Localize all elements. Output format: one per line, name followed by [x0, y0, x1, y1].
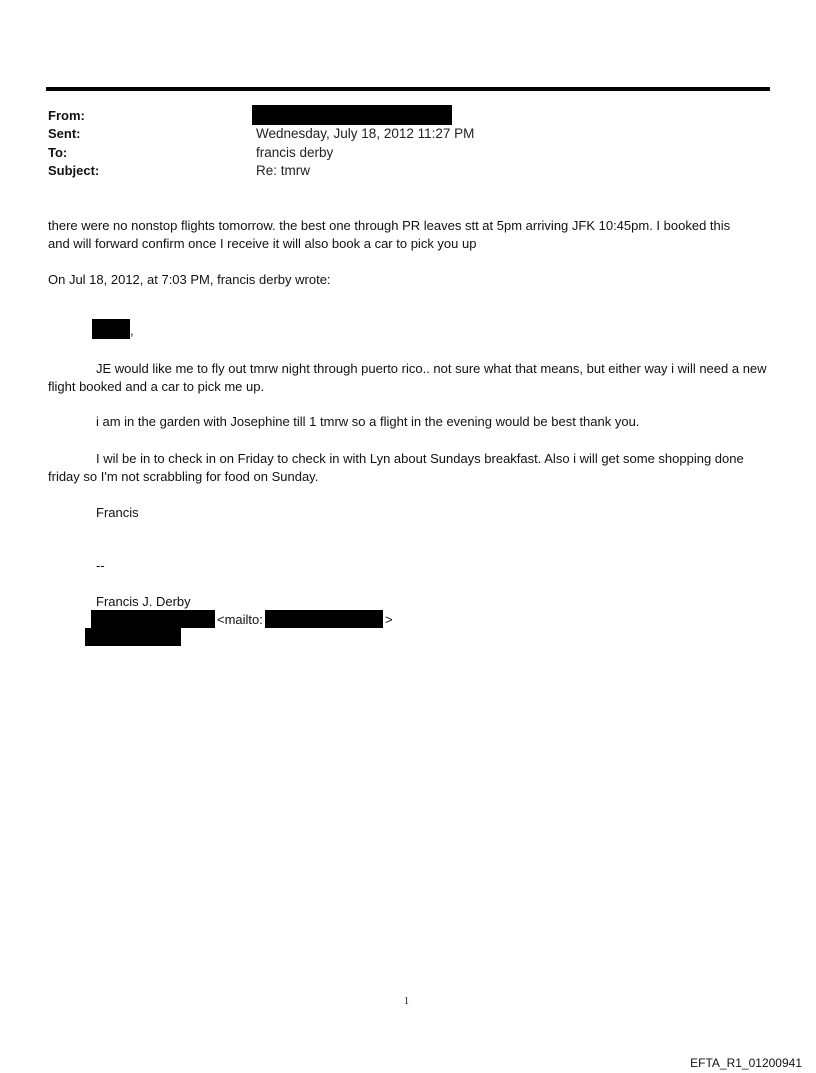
sent-value: Wednesday, July 18, 2012 11:27 PM	[256, 126, 475, 141]
from-label: From:	[48, 108, 85, 123]
reply-line-2: and will forward confirm once I receive it will also book a car to pick you up	[48, 236, 477, 251]
to-label: To:	[48, 145, 68, 160]
bates-number: EFTA_R1_01200941	[690, 1056, 802, 1070]
to-value: francis derby	[256, 145, 334, 160]
subject-label: Subject:	[48, 163, 100, 178]
greeting-comma: ,	[130, 323, 134, 338]
mailto-suffix: >	[385, 612, 393, 627]
signature-separator: --	[96, 558, 105, 573]
header-rule	[46, 87, 770, 91]
quote-intro: On Jul 18, 2012, at 7:03 PM, francis derby wrote:	[48, 272, 331, 287]
sent-label: Sent:	[48, 126, 81, 141]
reply-line-1: there were no nonstop flights tomorrow. the best one through PR leaves stt at 5pm arriving JFK 10:45pm. I booked this	[48, 218, 731, 233]
subject-value: Re: tmrw	[256, 163, 310, 178]
signature-phone-redaction	[85, 628, 181, 646]
quoted-paragraph-2: i am in the garden with Josephine till 1 tmrw so a flight in the evening would be best thank you.	[96, 414, 640, 429]
page-number: 1	[404, 996, 409, 1007]
greeting-redaction	[92, 319, 130, 339]
quoted-paragraph-1: JE would like me to fly out tmrw night through puerto rico.. not sure what that means, but either way i will need a new flight booked and a car to pick me up.	[48, 361, 767, 394]
signoff: Francis	[96, 505, 139, 520]
signature-email-redaction	[91, 610, 215, 628]
mailto-address-redaction	[265, 610, 383, 628]
signature-name: Francis J. Derby	[96, 594, 191, 609]
mailto-prefix: <mailto:	[217, 612, 263, 627]
quoted-paragraph-3: I wil be in to check in on Friday to check in with Lyn about Sundays breakfast. Also i will get some shopping done friday so I'm not scrabbling for food on Sunday.	[48, 451, 744, 484]
from-redaction	[252, 105, 452, 125]
